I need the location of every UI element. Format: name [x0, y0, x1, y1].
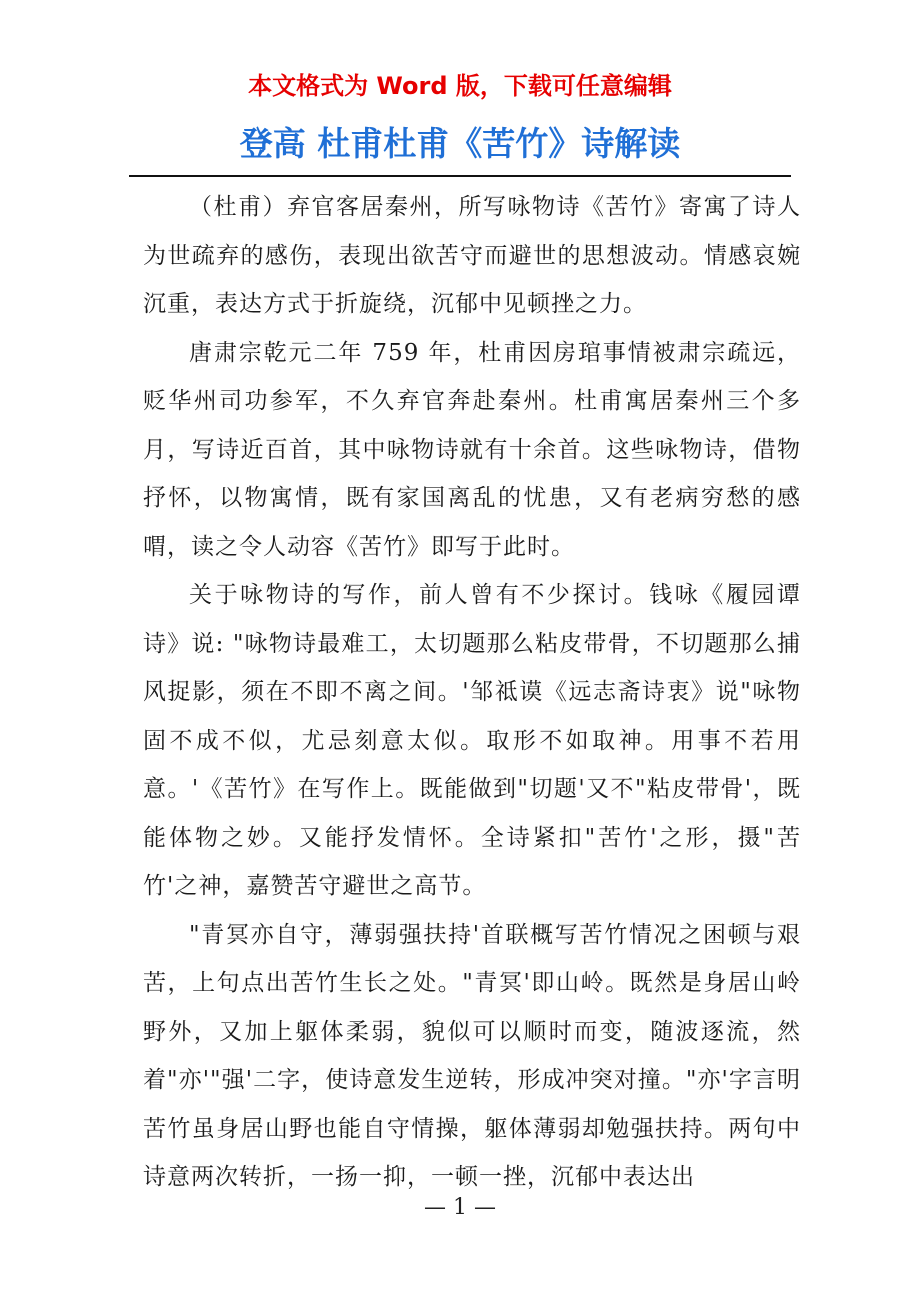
paragraph: "青冥亦自守，薄弱强扶持'首联概写苦竹情况之困顿与艰苦，上句点出苦竹生长之处。"青冥'即山岭。既然是身居山岭野外，又加上躯体柔弱，貌似可以顺时而变，随波逐流，然着"亦'"强'二字，使诗意发生逆转，形成冲突对撞。"亦'字言明苦竹虽身居山野也能自守情操，躯体薄弱却勉强扶持。两句中诗意两次转折，一扬一抑，一顿一挫，沉郁中表达出 — [143, 921, 801, 1190]
paragraph: （杜甫）弃官客居秦州，所写咏物诗《苦竹》寄寓了诗人为世疏弃的感伤，表现出欲苦守而避世的思想波动。情感哀婉沉重，表达方式于折旋绕，沉郁中见顿挫之力。 — [143, 194, 801, 317]
format-notice: 本文格式为 Word 版，下载可任意编辑 — [248, 72, 672, 100]
paragraph: 关于咏物诗的写作，前人曾有不少探讨。钱咏《履园谭诗》说: "咏物诗最难工，太切题那么粘皮带骨，不切题那么捕风捉影，须在不即不离之间。'邹祗谟《远志斋诗衷》说"咏物固不成不似，尤忌刻意太似。取形不如取神。用事不若用意。'《苦竹》在写作上。既能做到"切题'又不"粘皮带骨'，既能体物之妙。又能抒发情怀。全诗紧扣"苦竹'之形，摄"苦竹'之神，嘉赞苦守避世之高节。 — [143, 582, 801, 899]
document-title: 登高 杜甫杜甫《苦竹》诗解读 — [239, 124, 681, 163]
title-divider — [129, 175, 791, 177]
page-number: — 1 — — [424, 1195, 496, 1220]
document-body — [143, 183, 801, 1202]
paragraph: 唐肃宗乾元二年 759 年，杜甫因房琯事情被肃宗疏远，贬华州司功参军，不久弃官奔赴秦州。杜甫寓居秦州三个多月，写诗近百首，其中咏物诗就有十余首。这些咏物诗，借物抒怀，以物寓情，既有家国离乱的忧患，又有老病穷愁的感喟，读之令人动容《苦竹》即写于此时。 — [143, 339, 801, 560]
